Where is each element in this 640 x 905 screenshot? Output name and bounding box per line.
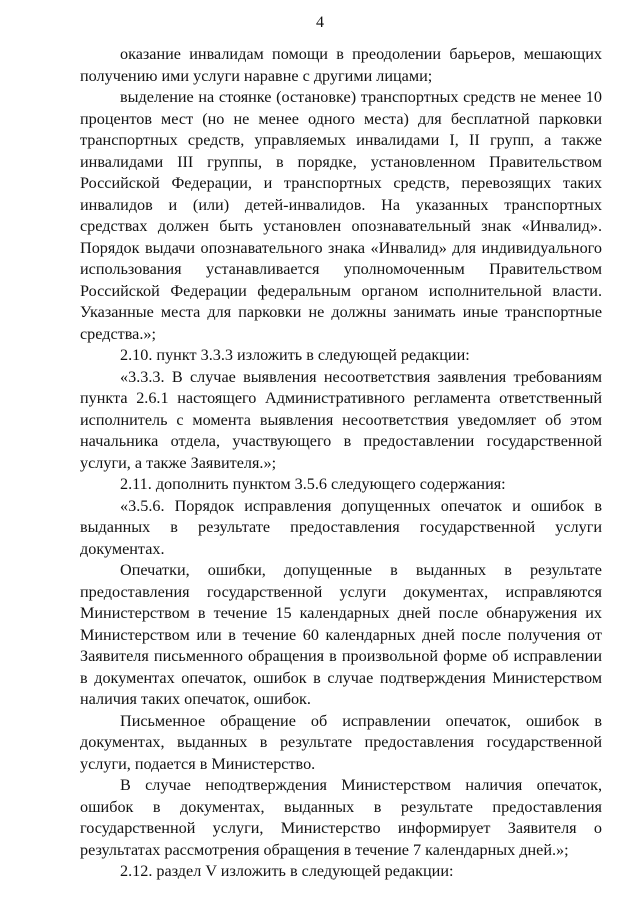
paragraph-item-2-12: 2.12. раздел V изложить в следующей редакции: — [120, 862, 454, 880]
paragraph-clause-3-3-3: «3.3.3. В случае выявления несоответствия заявления требованиям пункта 2.6.1 настоящего Административного регламента ответственный исполнитель с момента выявления несоответствия уведомляет об этом начальника отдела, участвующего в предоставлении государственной услуги, а также Заявителя.»; — [80, 367, 602, 472]
paragraph-clause-3-5-6: «3.5.6. Порядок исправления допущенных опечаток и ошибок в выданных в результате предоставления государственной услуги документах. — [80, 496, 602, 558]
paragraph-assistance-to-disabled: оказание инвалидам помощи в преодолении барьеров, мешающих получению ими услуги наравне с другими лицами; — [80, 45, 602, 85]
paragraph-non-confirmation: В случае неподтверждения Министерством наличия опечаток, ошибок в документах, выданных в результате предоставления государственной услуги, Министерство информирует Заявителя о результатах рассмотрения обращения в течение 7 календарных дней.»; — [80, 776, 602, 859]
paragraph-item-2-10: 2.10. пункт 3.3.3 изложить в следующей редакции: — [120, 346, 470, 364]
document-body — [80, 44, 602, 883]
paragraph-written-request: Письменное обращение об исправлении опечаток, ошибок в документах, выданных в результате предоставления государственной услуги, подается в Министерство. — [80, 711, 602, 773]
page-number: 4 — [316, 14, 324, 31]
paragraph-item-2-11: 2.11. дополнить пунктом 3.5.6 следующего содержания: — [120, 475, 506, 493]
paragraph-typo-correction: Опечатки, ошибки, допущенные в выданных в результате предоставления государственной услуги документах, исправляются Министерством в течение 15 календарных дней после обнаружения их Министерством или в течение 60 календарных дней после получения от Заявителя письменного обращения в произвольной форме об исправлении в документах опечаток, ошибок в случае подтверждения Министерством наличия таких опечаток, ошибок. — [80, 561, 602, 708]
paragraph-parking-allocation: выделение на стоянке (остановке) транспортных средств не менее 10 процентов мест (но не менее одного места) для бесплатной парковки транспортных средств, управляемых инвалидами I, II групп, а также инвалидами III группы, в порядке, установленном Правительством Российской Федерации, и транспортных средств, перевозящих таких инвалидов и (или) детей-инвалидов. На указанных транспортных средствах должен быть установлен опознавательный знак «Инвалид». Порядок выдачи опознавательного знака «Инвалид» для индивидуального использования устанавливается уполномоченным Правительством Российской Федерации федеральным органом исполнительной власти. Указанные места для парковки не должны занимать иные транспортные средства.»; — [80, 88, 602, 343]
